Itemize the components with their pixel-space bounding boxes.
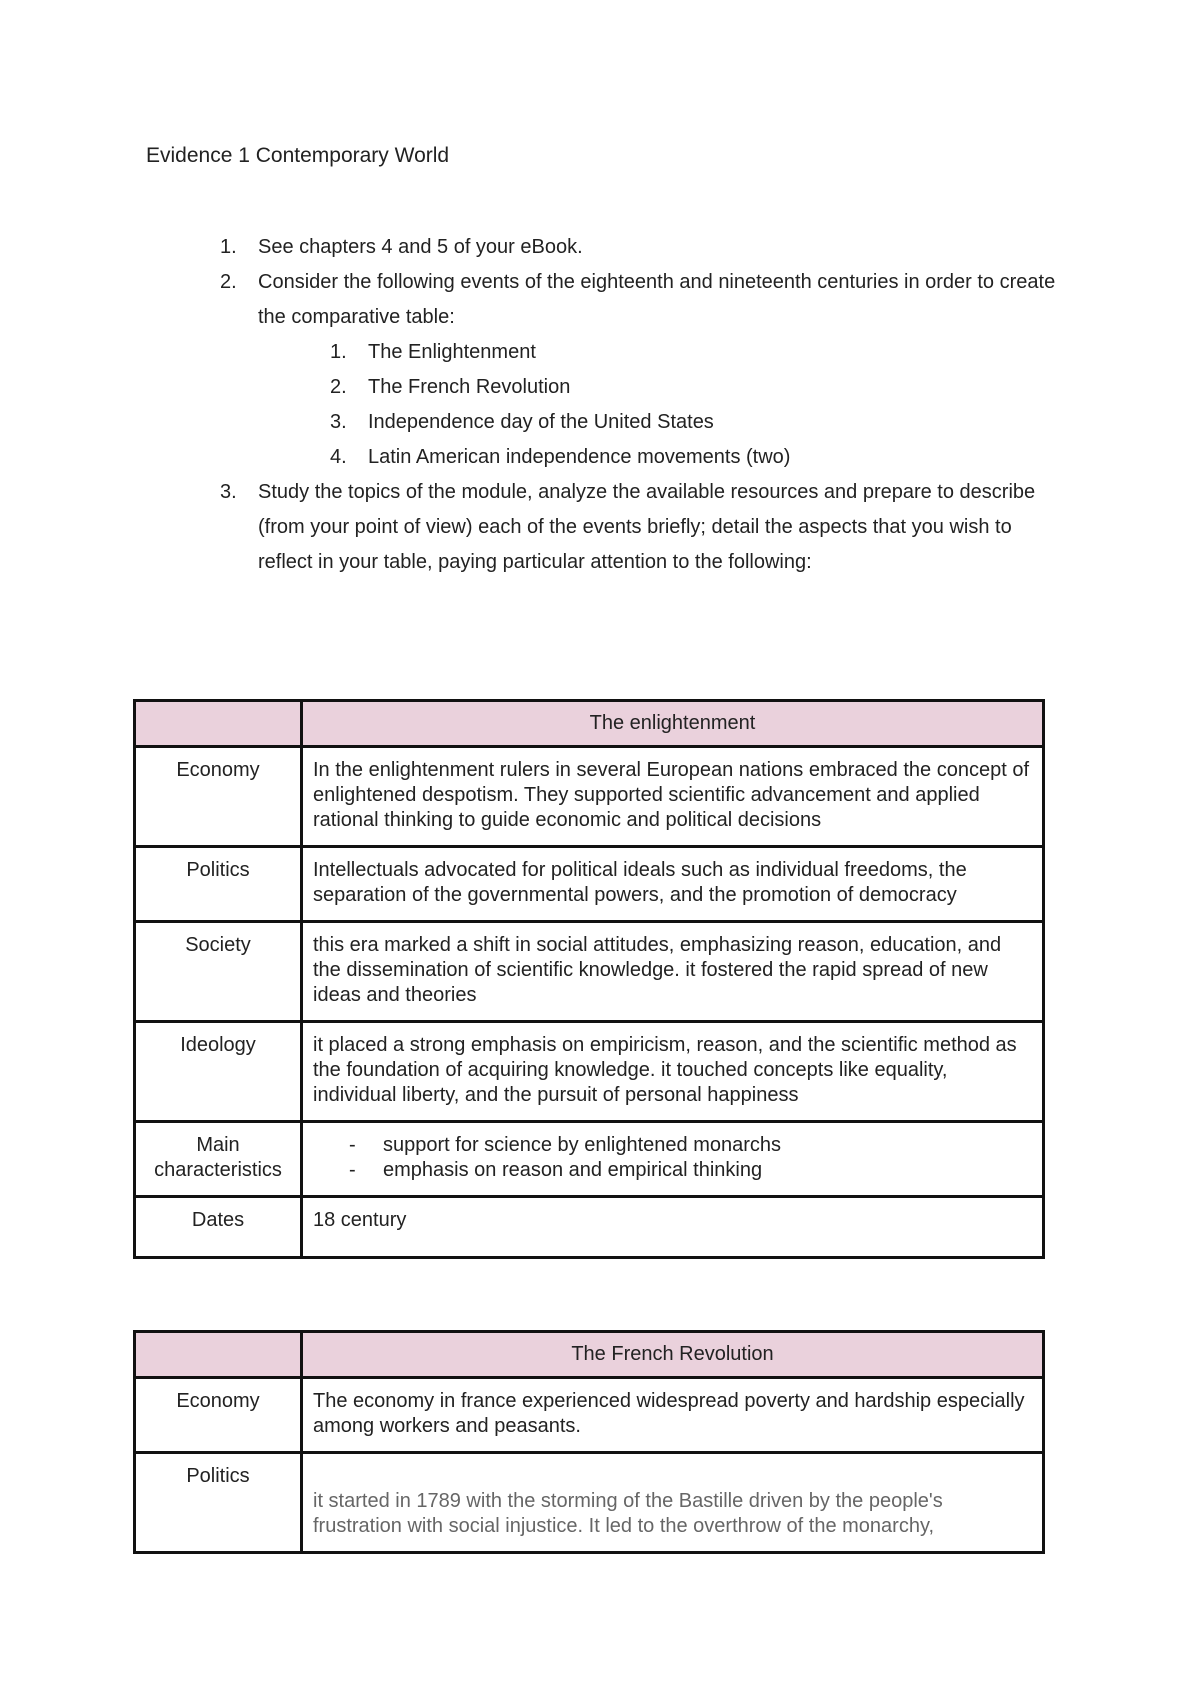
events-list [220,335,1060,475]
row-text: The economy in france experienced widespread poverty and hardship especially among workers and peasants. [302,1378,1044,1453]
row-label: Dates [135,1197,302,1258]
event-number: 4. [330,446,347,468]
instruction-number: 3. [220,481,237,503]
instruction-text: Study the topics of the module, analyze the available resources and prepare to describe (from your point of view) each of the events briefly; detail the aspects that you wish to reflect in your table, paying particular attention to the following: [258,481,1036,573]
row-label: Economy [135,747,302,847]
row-label-line: characteristics [154,1159,282,1181]
instruction-text: Consider the following events of the eighteenth and nineteenth centuries in order to create the comparative table: [258,271,1056,328]
instruction-text: See chapters 4 and 5 of your eBook. [258,236,583,258]
list-item [313,1133,1032,1158]
row-label: Politics [135,847,302,922]
row-label: Politics [135,1453,302,1553]
event-item [330,440,1060,475]
french-revolution-table [133,1330,1045,1554]
row-label: Society [135,922,302,1022]
row-label: Economy [135,1378,302,1453]
table-row [135,747,1044,847]
instruction-number: 1. [220,236,237,258]
header-empty-cell [135,701,302,747]
event-text: The French Revolution [368,376,571,398]
event-item [330,370,1060,405]
row-text: it placed a strong emphasis on empiricism, reason, and the scientific method as the foundation of acquiring knowledge. it touched concepts like equality, individual liberty, and the pursuit of personal happiness [302,1022,1044,1122]
row-label: Ideology [135,1022,302,1122]
dash-bullet: - [349,1134,356,1156]
table-header: The French Revolution [302,1332,1044,1378]
document-title: Evidence 1 Contemporary World [146,144,450,167]
enlightenment-table [133,699,1045,1259]
row-label-line: Main [196,1134,240,1156]
table-header-row [135,1332,1044,1378]
instruction-number: 2. [220,271,237,293]
event-number: 2. [330,376,347,398]
table-row [135,1378,1044,1453]
event-item [330,405,1060,440]
event-text: The Enlightenment [368,341,536,363]
table-row [135,1197,1044,1258]
row-text: this era marked a shift in social attitudes, emphasizing reason, education, and the dissemination of scientific knowledge. it fostered the rapid spread of new ideas and theories [302,922,1044,1022]
table-row [135,1453,1044,1553]
row-text: Intellectuals advocated for political ideals such as individual freedoms, the separation of the governmental powers, and the promotion of democracy [302,847,1044,922]
table-row [135,922,1044,1022]
instructions-list [220,230,1060,580]
table-row [135,1122,1044,1197]
row-text [302,1122,1044,1197]
event-number: 3. [330,411,347,433]
list-item-text: support for science by enlightened monarchs [383,1134,782,1156]
event-text: Independence day of the United States [368,411,714,433]
instruction-item [220,475,1060,580]
instruction-item [220,230,1060,265]
table-header: The enlightenment [302,701,1044,747]
list-item-text: emphasis on reason and empirical thinking [383,1159,763,1181]
characteristics-list [313,1133,1032,1183]
dash-bullet: - [349,1159,356,1181]
table-row [135,847,1044,922]
event-text: Latin American independence movements (two) [368,446,791,468]
table-row [135,1022,1044,1122]
table-header-row [135,701,1044,747]
header-empty-cell [135,1332,302,1378]
row-text: In the enlightenment rulers in several European nations embraced the concept of enlightened despotism. They supported scientific advancement and applied rational thinking to guide economic and political decisions [302,747,1044,847]
event-item [330,335,1060,370]
event-number: 1. [330,341,347,363]
row-text: it started in 1789 with the storming of the Bastille driven by the people's frustration with social injustice. It led to the overthrow of the monarchy, [302,1453,1044,1553]
instruction-item [220,265,1060,335]
row-label [135,1122,302,1197]
list-item [313,1158,1032,1183]
row-text: 18 century [302,1197,1044,1258]
